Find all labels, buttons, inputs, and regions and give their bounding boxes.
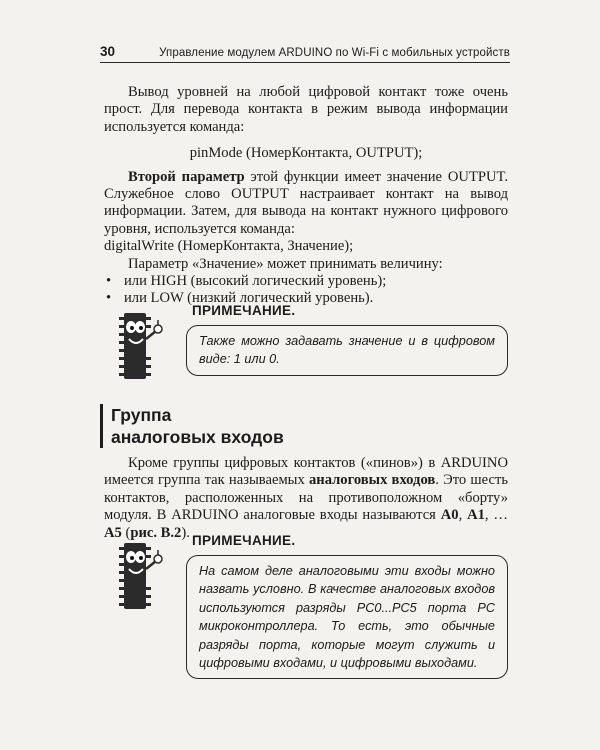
note-box (186, 325, 508, 376)
section-heading-analog-inputs (100, 404, 284, 448)
text-block-analog (104, 455, 508, 542)
bold-analog-inputs: аналоговых входов (308, 472, 436, 489)
figure-reference: рис. В.2 (130, 524, 182, 541)
code-pinmode: pinMode (НомерКонтакта, OUTPUT); (189, 145, 423, 162)
paragraph-analog-inputs: Кроме группы цифровых контактов («пинов») в ARDUINO имеется группа так называемых аналоговых входов. Это шесть контактов, расположенных на противоположном «борту» модуля. В ARDUINO аналоговые входы называются A0, A1, … A5 (рис. В.2). (104, 455, 509, 541)
bold-a1: A1 (467, 507, 485, 524)
code-digitalwrite: digitalWrite (НомерКонтакта, Значение); (104, 238, 354, 255)
list-item: • или LOW (низкий логический уровень). (106, 290, 374, 307)
running-title: Управление модулем ARDUINO по Wi-Fi с мобильных устройств (159, 47, 510, 59)
paragraph-output-intro: Вывод уровней на любой цифровой контакт тоже очень прост. Для перевода контакта в режим вывода информации используется команда: (104, 84, 508, 135)
bold-a0: A0 (440, 507, 459, 524)
page-number: 30 (100, 44, 116, 59)
note-block-2 (108, 533, 508, 673)
bullet-icon: • (106, 273, 112, 290)
note-box (186, 555, 508, 679)
list-item: • или HIGH (высокий логический уровень); (106, 273, 387, 290)
paragraph-second-parameter (104, 169, 508, 239)
note-block-1 (108, 303, 508, 383)
paragraph-value-param: Параметр «Значение» может принимать величину: (128, 255, 443, 272)
section-heading-line-1: Группа (111, 405, 172, 425)
note-title: ПРИМЕЧАНИЕ. (192, 533, 296, 548)
chip-mascot-icon (108, 305, 168, 385)
bullet-icon: • (106, 290, 112, 307)
text-block-top (104, 84, 508, 308)
note-text: Также можно задавать значение и в цифровом виде: 1 или 0. (199, 334, 495, 367)
note-title: ПРИМЕЧАНИЕ. (192, 303, 296, 318)
second-parameter-text: этой функции имеет значение OUTPUT. Служебное слово OUTPUT настраивает контакт на вывод информации. Затем, для вывода на контакт нужного цифрового уровня, используется команда: (104, 168, 509, 237)
chip-mascot-icon (108, 535, 168, 615)
note-text: На самом деле аналоговыми эти входы можно назвать условно. В качестве аналоговых входов используются разряды PC0...PC5 порта PC микроконтроллера. То есть, это обычные разряды порта, которые могут служить и цифровыми входами, и цифровыми выходами. (199, 564, 495, 671)
section-heading-line-2: аналоговых входов (111, 427, 284, 447)
page-header (100, 44, 510, 63)
bold-second-parameter: Второй параметр (128, 168, 245, 185)
bold-a5: A5 (104, 524, 122, 541)
